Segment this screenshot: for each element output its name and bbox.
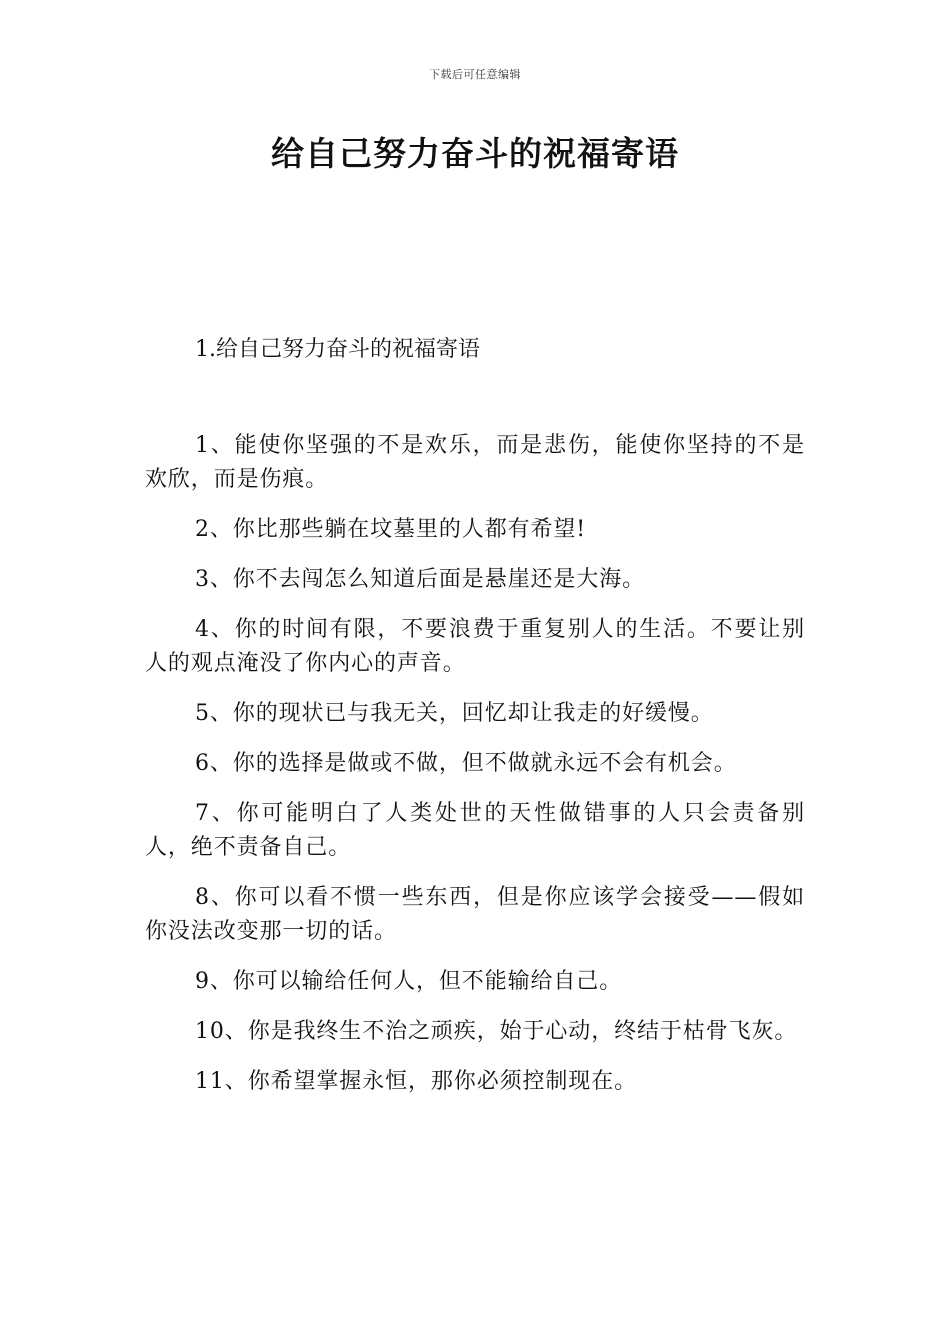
quote-list bbox=[145, 429, 805, 1115]
quote-item-4: 4、你的时间有限，不要浪费于重复别人的生活。不要让别人的观点淹没了你内心的声音。 bbox=[145, 617, 805, 676]
quote-item-7: 7、你可能明白了人类处世的天性做错事的人只会责备别人，绝不责备自己。 bbox=[145, 801, 805, 860]
quote-item-11: 11、你希望掌握永恒，那你必须控制现在。 bbox=[195, 1069, 637, 1094]
quote-item-3: 3、你不去闯怎么知道后面是悬崖还是大海。 bbox=[195, 567, 645, 592]
quote-item-5: 5、你的现状已与我无关，回忆却让我走的好缓慢。 bbox=[195, 701, 714, 726]
header-note: 下载后可任意编辑 bbox=[429, 68, 521, 81]
section-heading: 1.给自己努力奋斗的祝福寄语 bbox=[195, 337, 480, 362]
quote-item-6: 6、你的选择是做或不做，但不做就永远不会有机会。 bbox=[195, 751, 737, 776]
document-title: 给自己努力奋斗的祝福寄语 bbox=[271, 134, 679, 173]
quote-item-9: 9、你可以输给任何人，但不能输给自己。 bbox=[195, 969, 623, 994]
quote-item-10: 10、你是我终生不治之顽疾，始于心动，终结于枯骨飞灰。 bbox=[195, 1019, 798, 1044]
quote-item-2: 2、你比那些躺在坟墓里的人都有希望! bbox=[195, 517, 587, 542]
quote-item-8: 8、你可以看不惯一些东西，但是你应该学会接受——假如你没法改变那一切的话。 bbox=[145, 885, 805, 944]
quote-item-1: 1、能使你坚强的不是欢乐，而是悲伤，能使你坚持的不是欢欣，而是伤痕。 bbox=[145, 433, 805, 492]
